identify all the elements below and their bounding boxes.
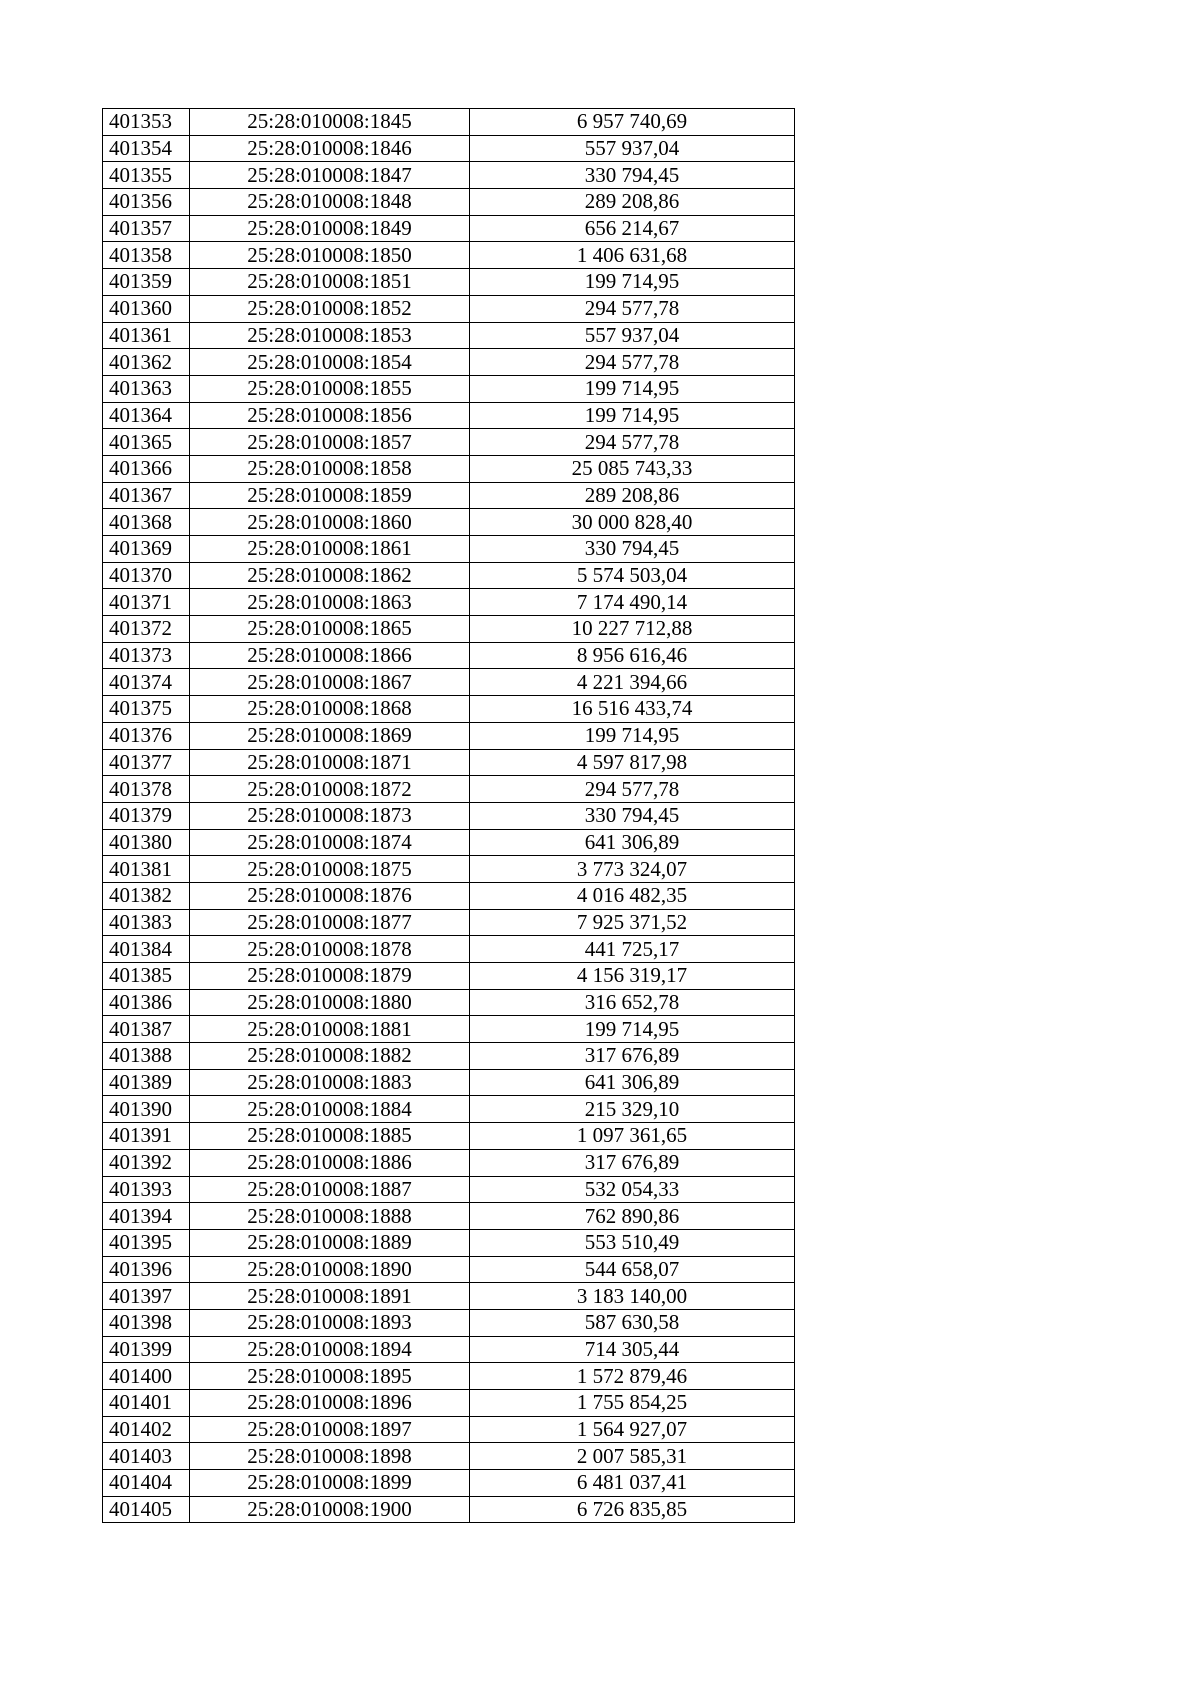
row-number-cell: 401366 bbox=[103, 455, 190, 482]
cadastral-value-cell: 16 516 433,74 bbox=[470, 696, 795, 723]
cadastral-value-cell: 656 214,67 bbox=[470, 215, 795, 242]
row-number-cell: 401373 bbox=[103, 642, 190, 669]
cadastral-value-cell: 215 329,10 bbox=[470, 1096, 795, 1123]
table-row bbox=[103, 1336, 795, 1363]
table-row bbox=[103, 536, 795, 563]
row-number-cell: 401402 bbox=[103, 1416, 190, 1443]
row-number-cell: 401381 bbox=[103, 856, 190, 883]
table-row bbox=[103, 1363, 795, 1390]
row-number-cell: 401362 bbox=[103, 349, 190, 376]
table-row bbox=[103, 749, 795, 776]
cadastral-number-cell: 25:28:010008:1856 bbox=[190, 402, 470, 429]
row-number-cell: 401404 bbox=[103, 1470, 190, 1497]
table-row bbox=[103, 349, 795, 376]
table-row bbox=[103, 696, 795, 723]
cadastral-number-cell: 25:28:010008:1863 bbox=[190, 589, 470, 616]
row-number-cell: 401387 bbox=[103, 1016, 190, 1043]
cadastral-number-cell: 25:28:010008:1890 bbox=[190, 1256, 470, 1283]
cadastral-number-cell: 25:28:010008:1859 bbox=[190, 482, 470, 509]
cadastral-number-cell: 25:28:010008:1880 bbox=[190, 989, 470, 1016]
table-row bbox=[103, 269, 795, 296]
cadastral-number-cell: 25:28:010008:1875 bbox=[190, 856, 470, 883]
cadastral-number-cell: 25:28:010008:1865 bbox=[190, 616, 470, 643]
table-row bbox=[103, 1149, 795, 1176]
cadastral-number-cell: 25:28:010008:1881 bbox=[190, 1016, 470, 1043]
table-row bbox=[103, 322, 795, 349]
cadastral-number-cell: 25:28:010008:1897 bbox=[190, 1416, 470, 1443]
cadastral-number-cell: 25:28:010008:1899 bbox=[190, 1470, 470, 1497]
cadastral-value-cell: 6 481 037,41 bbox=[470, 1470, 795, 1497]
cadastral-number-cell: 25:28:010008:1884 bbox=[190, 1096, 470, 1123]
cadastral-number-cell: 25:28:010008:1895 bbox=[190, 1363, 470, 1390]
cadastral-number-cell: 25:28:010008:1886 bbox=[190, 1149, 470, 1176]
row-number-cell: 401405 bbox=[103, 1496, 190, 1523]
cadastral-value-cell: 317 676,89 bbox=[470, 1149, 795, 1176]
cadastral-value-cell: 317 676,89 bbox=[470, 1043, 795, 1070]
table-row bbox=[103, 1256, 795, 1283]
cadastral-number-cell: 25:28:010008:1885 bbox=[190, 1123, 470, 1150]
table-row bbox=[103, 1096, 795, 1123]
cadastral-value-cell: 441 725,17 bbox=[470, 936, 795, 963]
row-number-cell: 401392 bbox=[103, 1149, 190, 1176]
cadastral-number-cell: 25:28:010008:1874 bbox=[190, 829, 470, 856]
cadastral-value-cell: 6 726 835,85 bbox=[470, 1496, 795, 1523]
row-number-cell: 401395 bbox=[103, 1229, 190, 1256]
table-row bbox=[103, 642, 795, 669]
row-number-cell: 401401 bbox=[103, 1390, 190, 1417]
table-row bbox=[103, 189, 795, 216]
cadastral-value-table bbox=[102, 108, 795, 1523]
cadastral-value-cell: 714 305,44 bbox=[470, 1336, 795, 1363]
table-row bbox=[103, 215, 795, 242]
cadastral-number-cell: 25:28:010008:1869 bbox=[190, 722, 470, 749]
cadastral-value-cell: 1 564 927,07 bbox=[470, 1416, 795, 1443]
table-row bbox=[103, 1390, 795, 1417]
cadastral-number-cell: 25:28:010008:1900 bbox=[190, 1496, 470, 1523]
cadastral-number-cell: 25:28:010008:1858 bbox=[190, 455, 470, 482]
table-row bbox=[103, 375, 795, 402]
cadastral-value-cell: 4 016 482,35 bbox=[470, 882, 795, 909]
table-row bbox=[103, 1123, 795, 1150]
row-number-cell: 401354 bbox=[103, 135, 190, 162]
cadastral-value-cell: 557 937,04 bbox=[470, 135, 795, 162]
row-number-cell: 401382 bbox=[103, 882, 190, 909]
row-number-cell: 401376 bbox=[103, 722, 190, 749]
cadastral-value-cell: 8 956 616,46 bbox=[470, 642, 795, 669]
cadastral-number-cell: 25:28:010008:1852 bbox=[190, 295, 470, 322]
cadastral-number-cell: 25:28:010008:1848 bbox=[190, 189, 470, 216]
table-row bbox=[103, 295, 795, 322]
cadastral-value-cell: 199 714,95 bbox=[470, 1016, 795, 1043]
cadastral-value-cell: 199 714,95 bbox=[470, 402, 795, 429]
cadastral-value-cell: 641 306,89 bbox=[470, 1069, 795, 1096]
table-row bbox=[103, 135, 795, 162]
cadastral-value-cell: 7 174 490,14 bbox=[470, 589, 795, 616]
row-number-cell: 401361 bbox=[103, 322, 190, 349]
row-number-cell: 401380 bbox=[103, 829, 190, 856]
cadastral-value-cell: 557 937,04 bbox=[470, 322, 795, 349]
row-number-cell: 401369 bbox=[103, 536, 190, 563]
cadastral-number-cell: 25:28:010008:1889 bbox=[190, 1229, 470, 1256]
cadastral-number-cell: 25:28:010008:1860 bbox=[190, 509, 470, 536]
cadastral-value-cell: 289 208,86 bbox=[470, 189, 795, 216]
table-row bbox=[103, 802, 795, 829]
cadastral-number-cell: 25:28:010008:1857 bbox=[190, 429, 470, 456]
row-number-cell: 401379 bbox=[103, 802, 190, 829]
table-row bbox=[103, 1443, 795, 1470]
table-row bbox=[103, 936, 795, 963]
cadastral-number-cell: 25:28:010008:1877 bbox=[190, 909, 470, 936]
row-number-cell: 401385 bbox=[103, 963, 190, 990]
cadastral-value-cell: 330 794,45 bbox=[470, 162, 795, 189]
cadastral-value-cell: 294 577,78 bbox=[470, 349, 795, 376]
cadastral-number-cell: 25:28:010008:1893 bbox=[190, 1309, 470, 1336]
table-row bbox=[103, 963, 795, 990]
cadastral-value-cell: 4 156 319,17 bbox=[470, 963, 795, 990]
cadastral-value-cell: 199 714,95 bbox=[470, 375, 795, 402]
row-number-cell: 401384 bbox=[103, 936, 190, 963]
table-row bbox=[103, 1203, 795, 1230]
cadastral-number-cell: 25:28:010008:1872 bbox=[190, 776, 470, 803]
cadastral-value-cell: 30 000 828,40 bbox=[470, 509, 795, 536]
table-row bbox=[103, 882, 795, 909]
cadastral-value-cell: 294 577,78 bbox=[470, 429, 795, 456]
cadastral-value-cell: 330 794,45 bbox=[470, 536, 795, 563]
cadastral-number-cell: 25:28:010008:1898 bbox=[190, 1443, 470, 1470]
cadastral-number-cell: 25:28:010008:1888 bbox=[190, 1203, 470, 1230]
cadastral-value-cell: 289 208,86 bbox=[470, 482, 795, 509]
row-number-cell: 401365 bbox=[103, 429, 190, 456]
cadastral-number-cell: 25:28:010008:1846 bbox=[190, 135, 470, 162]
cadastral-value-cell: 544 658,07 bbox=[470, 1256, 795, 1283]
row-number-cell: 401364 bbox=[103, 402, 190, 429]
cadastral-number-cell: 25:28:010008:1887 bbox=[190, 1176, 470, 1203]
cadastral-number-cell: 25:28:010008:1867 bbox=[190, 669, 470, 696]
table-row bbox=[103, 1043, 795, 1070]
row-number-cell: 401353 bbox=[103, 109, 190, 136]
table-row bbox=[103, 856, 795, 883]
cadastral-value-cell: 3 183 140,00 bbox=[470, 1283, 795, 1310]
row-number-cell: 401371 bbox=[103, 589, 190, 616]
row-number-cell: 401368 bbox=[103, 509, 190, 536]
table-row bbox=[103, 1309, 795, 1336]
cadastral-value-cell: 641 306,89 bbox=[470, 829, 795, 856]
row-number-cell: 401372 bbox=[103, 616, 190, 643]
cadastral-value-cell: 1 406 631,68 bbox=[470, 242, 795, 269]
table-row bbox=[103, 482, 795, 509]
cadastral-number-cell: 25:28:010008:1878 bbox=[190, 936, 470, 963]
table-row bbox=[103, 162, 795, 189]
table-row bbox=[103, 722, 795, 749]
row-number-cell: 401374 bbox=[103, 669, 190, 696]
cadastral-value-cell: 4 221 394,66 bbox=[470, 669, 795, 696]
table-row bbox=[103, 429, 795, 456]
table-row bbox=[103, 455, 795, 482]
cadastral-number-cell: 25:28:010008:1882 bbox=[190, 1043, 470, 1070]
cadastral-value-cell: 316 652,78 bbox=[470, 989, 795, 1016]
row-number-cell: 401398 bbox=[103, 1309, 190, 1336]
table-row bbox=[103, 1283, 795, 1310]
row-number-cell: 401400 bbox=[103, 1363, 190, 1390]
table-row bbox=[103, 509, 795, 536]
row-number-cell: 401358 bbox=[103, 242, 190, 269]
row-number-cell: 401399 bbox=[103, 1336, 190, 1363]
table-body bbox=[103, 109, 795, 1523]
row-number-cell: 401375 bbox=[103, 696, 190, 723]
cadastral-value-cell: 553 510,49 bbox=[470, 1229, 795, 1256]
row-number-cell: 401397 bbox=[103, 1283, 190, 1310]
table-row bbox=[103, 616, 795, 643]
cadastral-number-cell: 25:28:010008:1879 bbox=[190, 963, 470, 990]
cadastral-value-cell: 2 007 585,31 bbox=[470, 1443, 795, 1470]
table-row bbox=[103, 1229, 795, 1256]
cadastral-number-cell: 25:28:010008:1894 bbox=[190, 1336, 470, 1363]
row-number-cell: 401396 bbox=[103, 1256, 190, 1283]
cadastral-number-cell: 25:28:010008:1850 bbox=[190, 242, 470, 269]
table-row bbox=[103, 589, 795, 616]
row-number-cell: 401403 bbox=[103, 1443, 190, 1470]
cadastral-value-cell: 294 577,78 bbox=[470, 295, 795, 322]
cadastral-number-cell: 25:28:010008:1871 bbox=[190, 749, 470, 776]
cadastral-value-cell: 7 925 371,52 bbox=[470, 909, 795, 936]
cadastral-number-cell: 25:28:010008:1845 bbox=[190, 109, 470, 136]
cadastral-number-cell: 25:28:010008:1851 bbox=[190, 269, 470, 296]
table-row bbox=[103, 109, 795, 136]
cadastral-value-cell: 5 574 503,04 bbox=[470, 562, 795, 589]
table-row bbox=[103, 829, 795, 856]
cadastral-number-cell: 25:28:010008:1853 bbox=[190, 322, 470, 349]
cadastral-value-cell: 1 755 854,25 bbox=[470, 1390, 795, 1417]
cadastral-value-cell: 10 227 712,88 bbox=[470, 616, 795, 643]
cadastral-number-cell: 25:28:010008:1876 bbox=[190, 882, 470, 909]
table-row bbox=[103, 669, 795, 696]
cadastral-value-cell: 587 630,58 bbox=[470, 1309, 795, 1336]
cadastral-number-cell: 25:28:010008:1866 bbox=[190, 642, 470, 669]
row-number-cell: 401370 bbox=[103, 562, 190, 589]
table-row bbox=[103, 989, 795, 1016]
table-row bbox=[103, 402, 795, 429]
row-number-cell: 401378 bbox=[103, 776, 190, 803]
row-number-cell: 401389 bbox=[103, 1069, 190, 1096]
cadastral-value-cell: 762 890,86 bbox=[470, 1203, 795, 1230]
row-number-cell: 401355 bbox=[103, 162, 190, 189]
row-number-cell: 401390 bbox=[103, 1096, 190, 1123]
table-row bbox=[103, 1176, 795, 1203]
table-row bbox=[103, 909, 795, 936]
row-number-cell: 401391 bbox=[103, 1123, 190, 1150]
cadastral-number-cell: 25:28:010008:1862 bbox=[190, 562, 470, 589]
cadastral-number-cell: 25:28:010008:1849 bbox=[190, 215, 470, 242]
cadastral-number-cell: 25:28:010008:1854 bbox=[190, 349, 470, 376]
row-number-cell: 401356 bbox=[103, 189, 190, 216]
row-number-cell: 401377 bbox=[103, 749, 190, 776]
row-number-cell: 401363 bbox=[103, 375, 190, 402]
cadastral-value-cell: 25 085 743,33 bbox=[470, 455, 795, 482]
cadastral-value-cell: 1 572 879,46 bbox=[470, 1363, 795, 1390]
table-row bbox=[103, 1470, 795, 1497]
row-number-cell: 401386 bbox=[103, 989, 190, 1016]
cadastral-value-cell: 4 597 817,98 bbox=[470, 749, 795, 776]
cadastral-value-cell: 532 054,33 bbox=[470, 1176, 795, 1203]
table-row bbox=[103, 1016, 795, 1043]
cadastral-value-cell: 1 097 361,65 bbox=[470, 1123, 795, 1150]
table-row bbox=[103, 242, 795, 269]
row-number-cell: 401360 bbox=[103, 295, 190, 322]
row-number-cell: 401357 bbox=[103, 215, 190, 242]
table-row bbox=[103, 1416, 795, 1443]
row-number-cell: 401388 bbox=[103, 1043, 190, 1070]
cadastral-number-cell: 25:28:010008:1847 bbox=[190, 162, 470, 189]
cadastral-number-cell: 25:28:010008:1891 bbox=[190, 1283, 470, 1310]
row-number-cell: 401367 bbox=[103, 482, 190, 509]
row-number-cell: 401394 bbox=[103, 1203, 190, 1230]
cadastral-value-cell: 330 794,45 bbox=[470, 802, 795, 829]
table-row bbox=[103, 562, 795, 589]
cadastral-value-cell: 6 957 740,69 bbox=[470, 109, 795, 136]
cadastral-value-cell: 199 714,95 bbox=[470, 269, 795, 296]
cadastral-number-cell: 25:28:010008:1873 bbox=[190, 802, 470, 829]
cadastral-value-cell: 3 773 324,07 bbox=[470, 856, 795, 883]
row-number-cell: 401359 bbox=[103, 269, 190, 296]
row-number-cell: 401393 bbox=[103, 1176, 190, 1203]
table-row bbox=[103, 776, 795, 803]
row-number-cell: 401383 bbox=[103, 909, 190, 936]
cadastral-number-cell: 25:28:010008:1861 bbox=[190, 536, 470, 563]
cadastral-number-cell: 25:28:010008:1896 bbox=[190, 1390, 470, 1417]
cadastral-number-cell: 25:28:010008:1883 bbox=[190, 1069, 470, 1096]
cadastral-number-cell: 25:28:010008:1868 bbox=[190, 696, 470, 723]
table-row bbox=[103, 1496, 795, 1523]
cadastral-number-cell: 25:28:010008:1855 bbox=[190, 375, 470, 402]
table-row bbox=[103, 1069, 795, 1096]
cadastral-value-cell: 199 714,95 bbox=[470, 722, 795, 749]
cadastral-value-cell: 294 577,78 bbox=[470, 776, 795, 803]
